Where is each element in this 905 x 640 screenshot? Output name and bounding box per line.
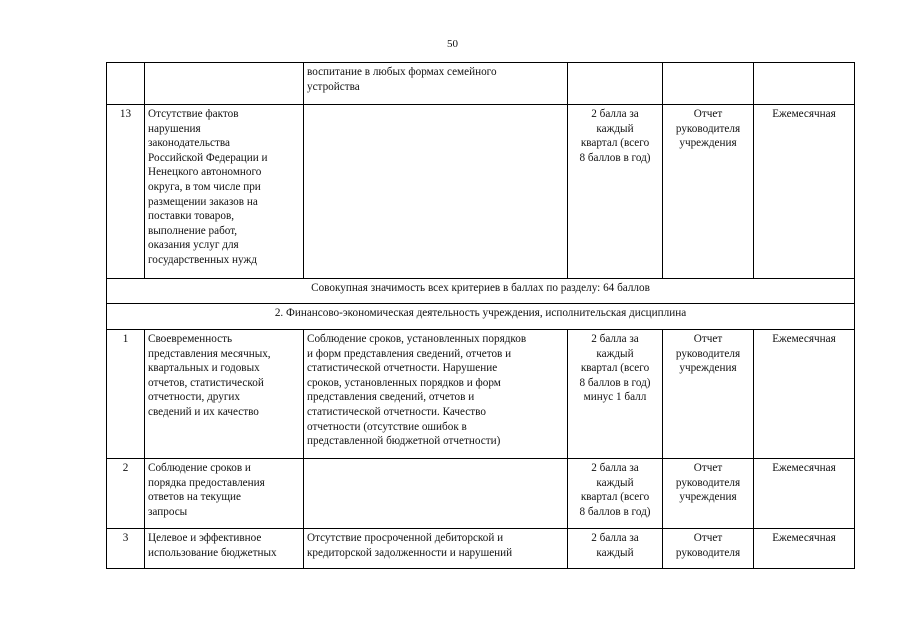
criterion-cell: Своевременность представления месячных, квартальных и годовых отчетов, статистической отчетности, других сведений и их качество [145,330,304,459]
conditions-cell: воспитание в любых формах семейного устройства [304,63,568,105]
section-title: 2. Финансово-экономическая деятельность учреждения, исполнительская дисциплина [107,304,855,330]
frequency-cell: Ежемесячная [754,330,855,459]
row-number-cell: 2 [107,459,145,529]
row-number-cell: 3 [107,529,145,569]
criterion-cell [145,63,304,105]
points-cell [568,63,663,105]
conditions-cell [304,459,568,529]
frequency-cell: Ежемесячная [754,459,855,529]
frequency-cell: Ежемесячная [754,529,855,569]
report-cell: Отчет руководителя учреждения [663,459,754,529]
table-row [107,330,855,459]
table-row [107,459,855,529]
conditions-cell [304,105,568,279]
conditions-cell: Отсутствие просроченной дебиторской и кредиторской задолженности и нарушений [304,529,568,569]
report-cell: Отчет руководителя учреждения [663,330,754,459]
points-cell: 2 балла за каждый [568,529,663,569]
frequency-cell: Ежемесячная [754,105,855,279]
page-number: 50 [447,38,458,50]
report-cell: Отчет руководителя учреждения [663,105,754,279]
criterion-cell: Соблюдение сроков и порядка предоставления ответов на текущие запросы [145,459,304,529]
table-row [107,105,855,279]
summary-row [107,279,855,304]
frequency-cell [754,63,855,105]
points-cell: 2 балла за каждый квартал (всего 8 баллов в год) минус 1 балл [568,330,663,459]
points-cell: 2 балла за каждый квартал (всего 8 баллов в год) [568,105,663,279]
criterion-cell: Отсутствие фактов нарушения законодательства Российской Федерации и Ненецкого автономного округа, в том числе при размещении заказов на поставки товаров, выполнение работ, оказания услуг для государственных нужд [145,105,304,279]
table-row [107,63,855,105]
points-cell: 2 балла за каждый квартал (всего 8 баллов в год) [568,459,663,529]
row-number-cell: 1 [107,330,145,459]
report-cell: Отчет руководителя [663,529,754,569]
table-row [107,529,855,569]
row-number-cell [107,63,145,105]
row-number-cell: 13 [107,105,145,279]
conditions-cell: Соблюдение сроков, установленных порядков и форм представления сведений, отчетов и статистической отчетности. Нарушение сроков, установленных порядков и форм представления сведений, отчетов и статистической отчетности. Качество отчетности (отсутствие ошибок в представленной бюджетной отчетности) [304,330,568,459]
summary-text: Совокупная значимость всех критериев в баллах по разделу: 64 баллов [107,279,855,304]
section-title-row [107,304,855,330]
criterion-cell: Целевое и эффективное использование бюджетных [145,529,304,569]
report-cell [663,63,754,105]
criteria-table [106,62,855,569]
